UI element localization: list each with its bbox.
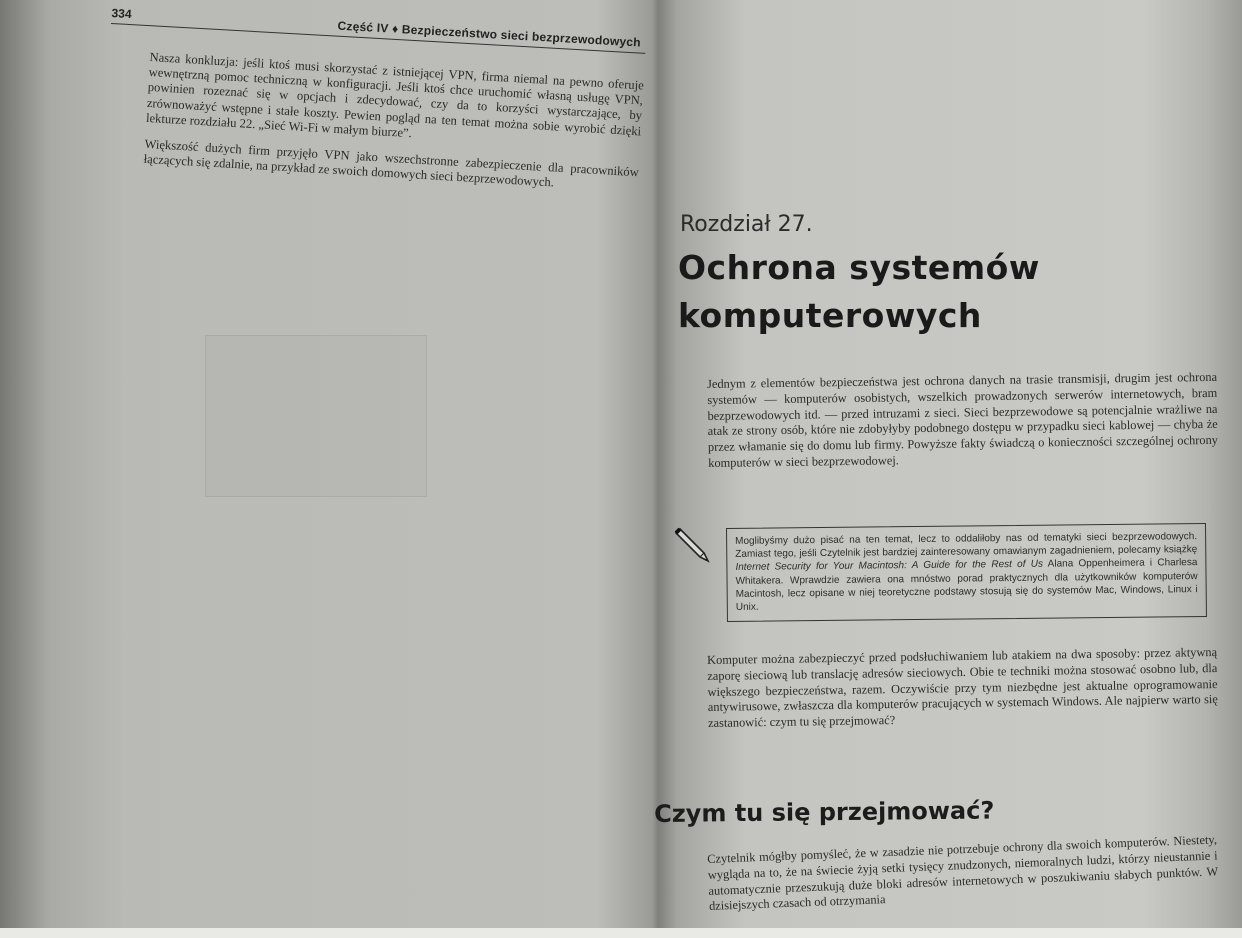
body-paragraph: Komputer można zabezpieczyć przed podsłuchiwaniem lub atakiem na dwa sposoby: przez aktywną zaporę sieciową lub translację adresów sieciowych. Obie te techniki można stosować osobno lub, dla większego bezpieczeństwa, razem. Oczywiście przy tym niezbędne jest aktualne oprogramowanie antywirusowe, zwłaszcza dla komputerów pracujących w systemach Windows. Ale najpierw warto się zastanowić: czym tu się przejmować?	[707, 644, 1218, 731]
note-text-2: Alana Oppenheimera i Charlesa Whitakera. Wprawdzie zawiera ona mnóstwo porad praktycznych dla użytkowników komputerów Macintosh, lecz opisane w niej teoretyczne podstawy stosują się do systemów Mac, Windows, Linux i Unix.	[735, 557, 1198, 613]
bottom-edge	[0, 928, 1242, 938]
left-paragraph-2: Większość dużych firm przyjęło VPN jako wszechstronne zabezpieczenie dla pracowników łączących się zdalnie, na przykład ze swoich domowych sieci bezprzewodowych.	[143, 136, 640, 190]
section-heading: Czym tu się przejmować?	[654, 796, 995, 828]
show-through-shadow	[205, 335, 427, 497]
left-body-text	[143, 50, 645, 207]
left-paragraph-1: Nasza konkluzja: jeśli ktoś musi skorzystać z istniejącej VPN, firma niemal na pewno oferuje wewnętrzną pomoc techniczną w konfiguracji. Jeśli ktoś chce uruchomić własną usługę VPN, powinien rozeznać się w opcjach i zdecydować, czy da to korzyści wystarczające, by zrównoważyć wstępne i stałe koszty. Pewien pogląd na ten temat można sobie wyrobić dzięki lekturze rozdziału 22. „Sieć Wi-Fi w małym biurze”.	[145, 50, 645, 141]
pencil-icon	[674, 525, 714, 565]
chapter-number: Rozdział 27.	[680, 212, 813, 237]
note-box	[726, 523, 1207, 622]
running-head	[111, 6, 651, 50]
chapter-title: Ochrona systemów komputerowych	[678, 248, 1040, 335]
note-text-1: Moglibyśmy dużo pisać na ten temat, lecz to oddaliłoby nas od tematyki sieci bezprzewodowych. Zamiast tego, jeśli Czytelnik jest bardziej zainteresowany omawianym zagadnieniem, polecamy książkę	[735, 531, 1198, 561]
running-head-title: Część IV ♦ Bezpieczeństwo sieci bezprzewodowych	[337, 18, 642, 50]
intro-paragraph: Jednym z elementów bezpieczeństwa jest ochrona danych na trasie transmisji, drugim jest ochrona systemów — komputerów osobistych, wszelkich prowadzonych serwerów internetowych, bram bezprzewodowych itd. — przed intruzami z sieci. Sieci bezprzewodowe są potencjalnie wrażliwe na atak ze strony osób, które nie zdobyłyby podobnego dostępu w przypadku sieci kablowej — chyba że przez włamanie się do domu lub firmy. Powyższe fakty świadczą o konieczności szczególnej ochrony komputerów w sieci bezprzewodowej.	[707, 369, 1219, 470]
page-number: 334	[111, 6, 133, 22]
section-paragraph: Czytelnik mógłby pomyśleć, że w zasadzie nie potrzebuje ochrony dla swoich komputerów. Niestety, wygląda na to, że na świecie żyją setki tysięcy znudzonych, niemoralnych ludzi, którzy nieustannie i automatycznie przeszukują duże bloki adresów internetowych w poszukiwaniu słabych punktów. W dzisiejszych czasach od otrzymania	[707, 832, 1219, 914]
note-book-title: Internet Security for Your Macintosh: A Guide for the Rest of Us	[735, 559, 1044, 574]
